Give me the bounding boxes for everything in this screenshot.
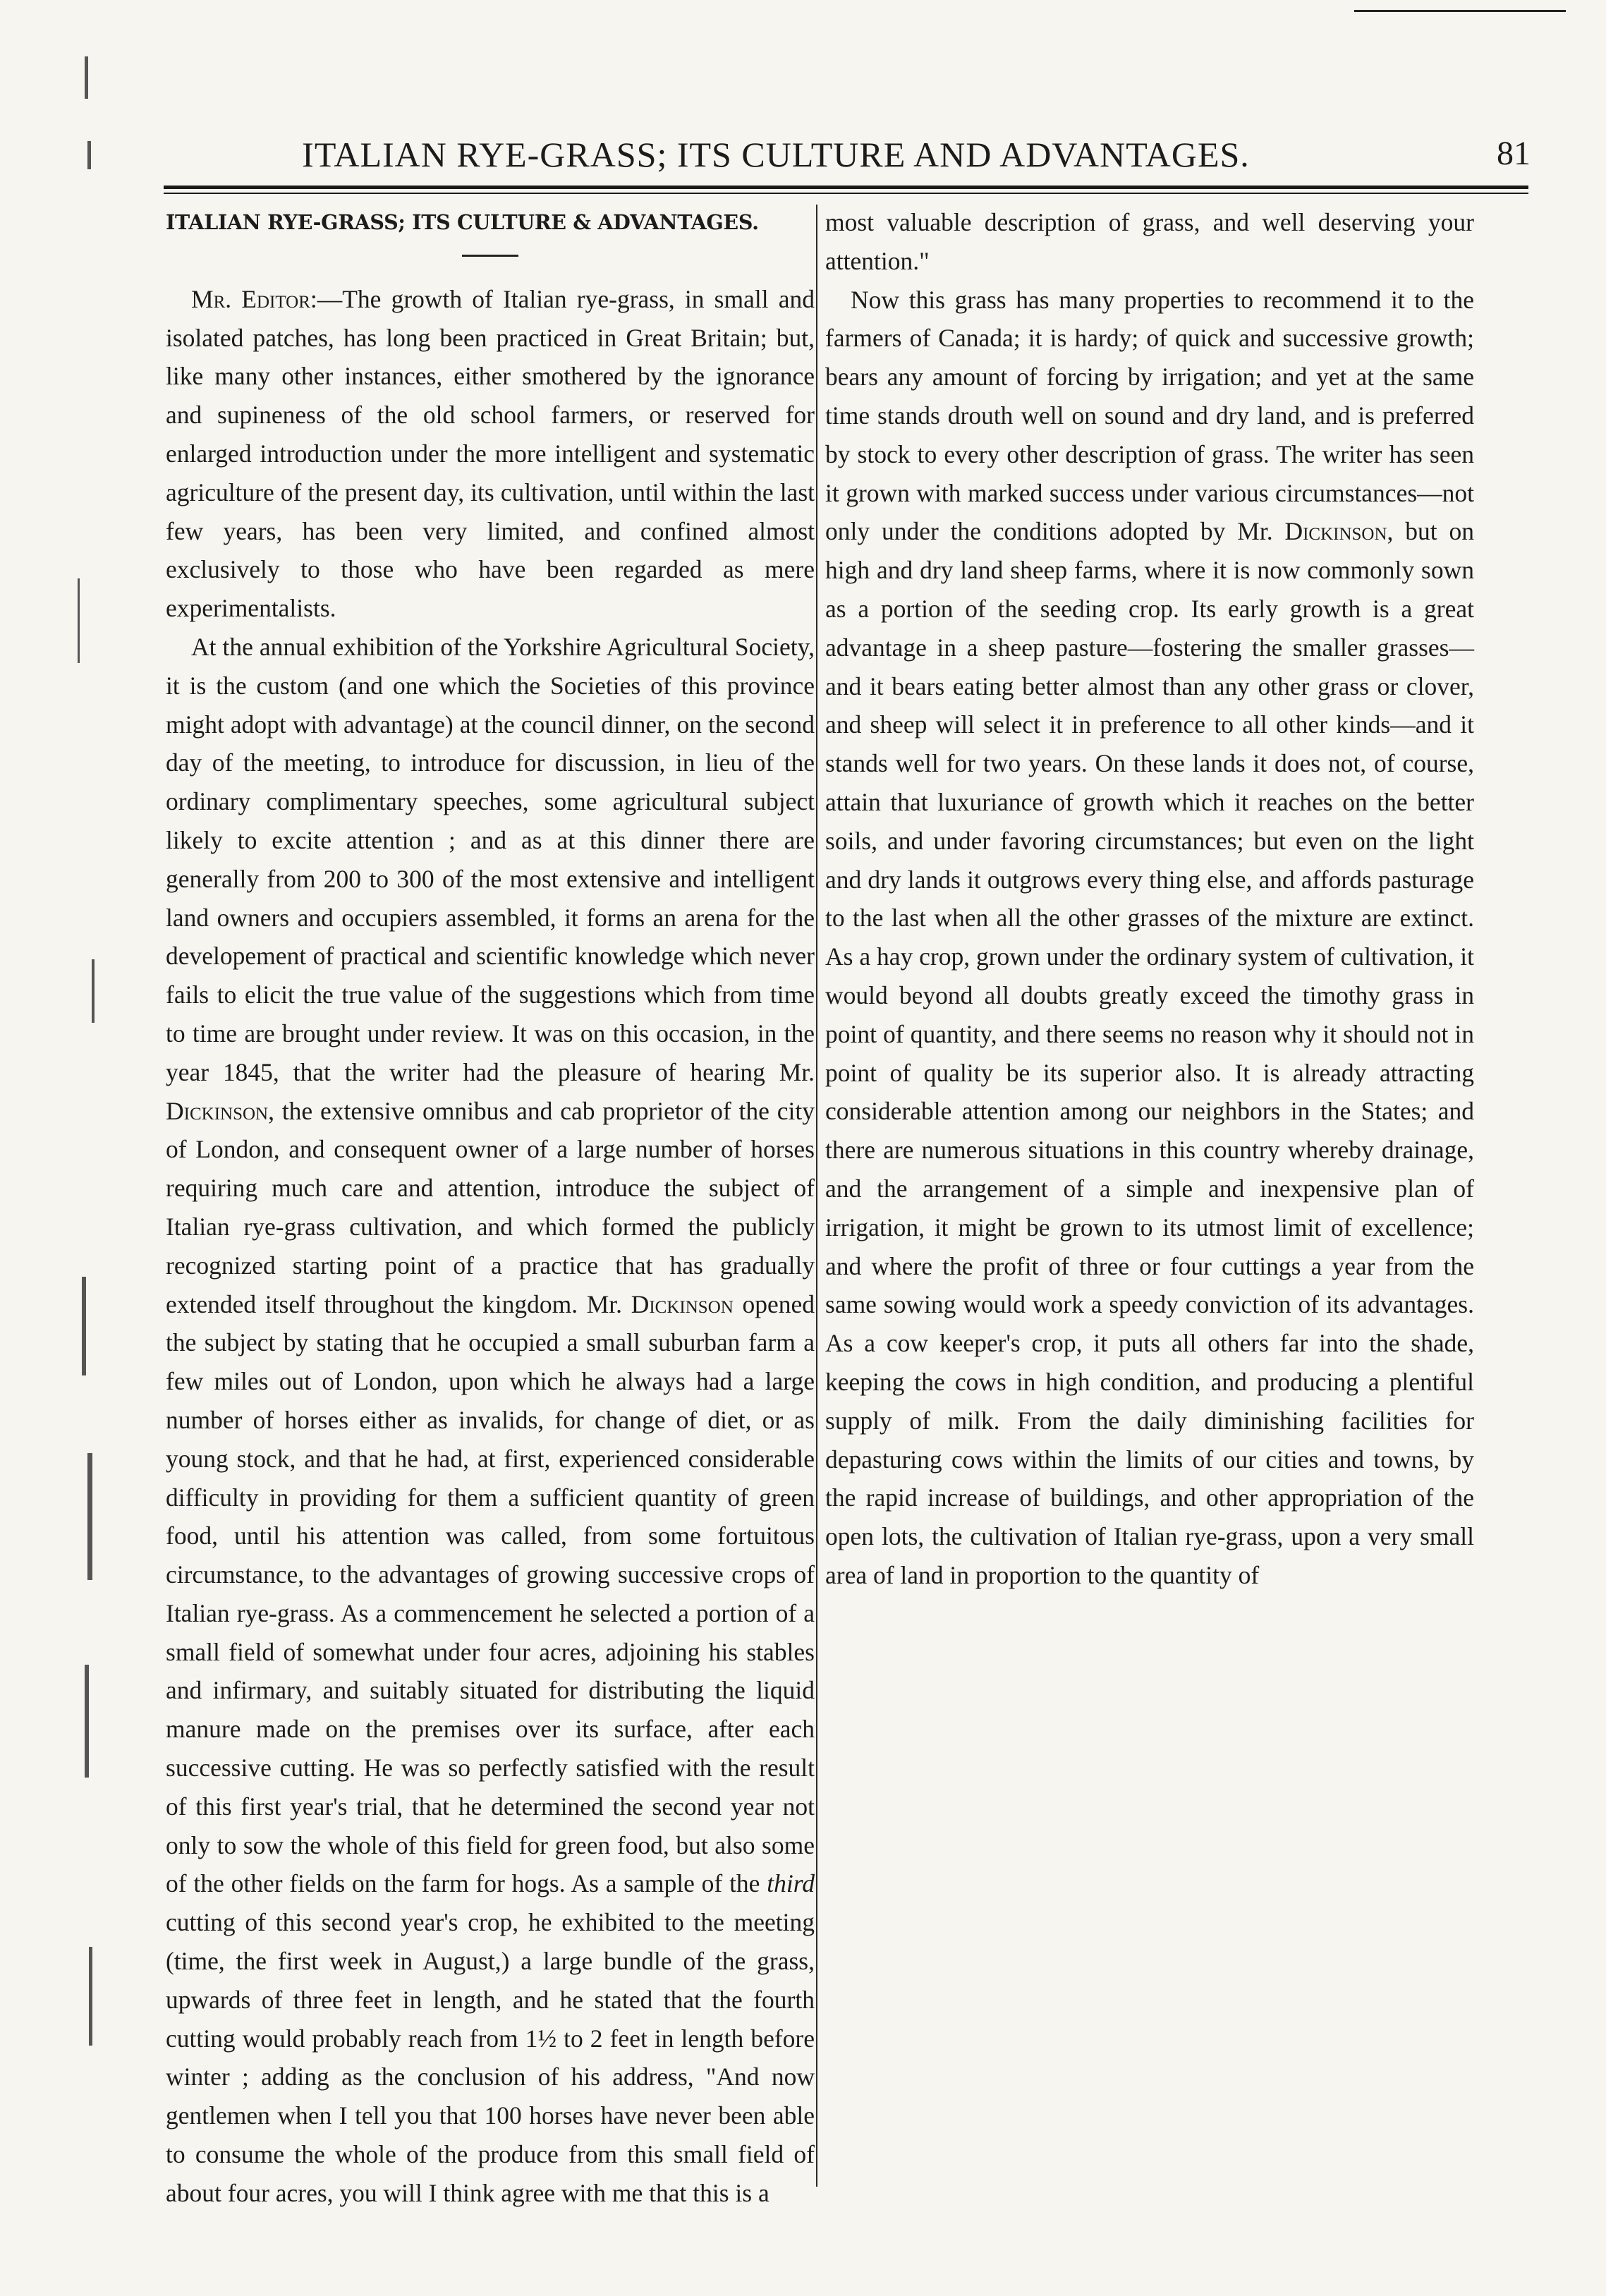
paragraph-1 [166, 280, 815, 628]
paragraph-3 [825, 281, 1474, 1595]
paragraph-2-text-a: At the annual exhibition of the Yorkshire Agricultural Society, it is the custom (and one which the Societies of this province might adopt with advantage) at the council dinner, on the second day of the meeting, to introduce for discussion, in lieu of the ordinary complimentary speeches, some agricultural subject likely to excite attention ; and as at this dinner there are generally from 200 to 300 of the most extensive and intelligent land owners and occupiers assembled, it forms an arena for the developement of practical and scientific knowledge which never fails to elicit the true value of the suggestions which from time to time are brought under review. It was on this occasion, in the year 1845, that the writer had the pleasure of hearing Mr. [166, 632, 815, 1086]
emphasis-third: third [767, 1869, 815, 1898]
name-dickinson: Dickinson [166, 1096, 269, 1125]
paragraph-2-text-b: , the extensive omnibus and cab proprietor of the city of London, and consequent owner of a large number of horses requiring much care and attention, introduce the subject of Italian rye-grass cultivation, and which formed the publicly recognized starting point of a practice that has gradually extended itself throughout the kingdom. Mr. [166, 1096, 815, 1318]
paragraph-2-continued: most valuable description of grass, and well deserving your attention." [825, 208, 1474, 275]
paragraph-1-text: —The growth of Italian rye-grass, in small and isolated patches, has long been practiced in Great Britain; but, like many other instances, either smothered by the ignorance and supineness of the old school farmers, or reserved for enlarged introduction under the more intelligent and systematic agriculture of the present day, its cultivation, until within the last few years, has been very limited, and confined almost exclusively to those who have been regarded as mere experimentalists. [166, 284, 815, 623]
running-head [162, 134, 1531, 183]
top-corner-rule [1354, 10, 1566, 12]
title-separator [462, 255, 518, 257]
article-title: ITALIAN RYE-GRASS; ITS CULTURE & ADVANTAGES. [166, 210, 759, 234]
paragraph-3-text-a: Now this grass has many properties to recommend it to the farmers of Canada; it is hardy; of quick and successive growth; bears any amount of forcing by irrigation; and yet at the same time stands drouth well on sound and dry land, and is preferred by stock to every other description of grass. The writer has seen it grown with marked success under various circumstances—not only under the conditions adopted by Mr. [825, 285, 1474, 546]
running-title: ITALIAN RYE-GRASS; ITS CULTURE AND ADVANTAGES. [302, 135, 1250, 174]
name-dickinson: Dickinson [631, 1289, 734, 1318]
binding-edge-marks [56, 42, 120, 2264]
name-dickinson: Dickinson [1284, 517, 1387, 546]
page-number: 81 [1497, 135, 1531, 172]
header-rule-thick [164, 186, 1528, 189]
paragraph-2 [166, 628, 815, 2213]
paragraph-2-text-d: cutting of this second year's crop, he exhibited to the meeting (time, the first week in August,) a large bundle of the grass, upwards of three feet in length, and he stated that the fourth cutting would probably reach from 1½ to 2 feet in length before winter ; adding as the conclusion of his address, "And now gentlemen when I tell you that 100 horses have never been able to consume the whole of the produce from this small field of about four acres, you will I think agree with me that this is a [166, 1908, 815, 2207]
paragraph-3-text-b: , but on high and dry land sheep farms, where it is now commonly sown as a portion of the seeding crop. Its early growth is a great advantage in a sheep pasture—fostering the smaller grasses—and it bears eating better almost than any other grass or clover, and sheep will select it in preference to all other kinds—and it stands well for two years. On these lands it does not, of course, attain that luxuriance of growth which it reaches on the better soils, and under favoring circumstances; but even on the light and dry lands it outgrows every thing else, and affords pasturage to the last when all the other grasses of the mixture are extinct. As a hay crop, grown under the ordinary system of cultivation, it would beyond all doubts greatly exceed the timothy grass in point of quantity, and there seems no reason why it should not in point of quality be its superior also. It is already attracting considerable attention among our neighbors in the States; and there are numerous situations in this country whereby drainage, and the arrangement of a simple and inexpensive plan of irrigation, it might be grown to its utmost limit of excellence; and where the profit of three or four cuttings a year from the same sowing would work a speedy conviction of its advantages. As a cow keeper's crop, it puts all others far into the shade, keeping the cows in high condition, and producing a plentiful supply of milk. From the daily diminishing facilities for depasturing cows within the limits of our cities and towns, by the rapid increase of buildings, and other appropriation of the open lots, the cultivation of Italian rye-grass, upon a very small area of land in proportion to the quantity of [825, 517, 1474, 1589]
column-divider [816, 205, 817, 2187]
paragraph-2-text-c: opened the subject by stating that he occupied a small suburban farm a few miles out of London, upon which he always had a large number of horses either as invalids, for change of diet, or as young stock, and that he had, at first, experienced considerable difficulty in providing for them a sufficient quantity of green food, until his attention was called, from some fortuitous circumstance, to the advantages of growing successive crops of Italian rye-grass. As a commencement he selected a portion of a small field of somewhat under four acres, adjoining his stables and infirmary, and suitably situated for distributing the liquid manure made on the premises over its surface, after each successive cutting. He was so perfectly satisfied with the result of this first year's trial, that he determined the second year not only to sow the whole of this field for green food, but also some of the other fields on the farm for hogs. As a sample of the [166, 1289, 815, 1898]
article-column-right [825, 203, 1474, 2221]
salutation: Mr. Editor: [191, 284, 317, 313]
header-rule-thin [164, 193, 1528, 194]
article-column-left [166, 203, 815, 2221]
